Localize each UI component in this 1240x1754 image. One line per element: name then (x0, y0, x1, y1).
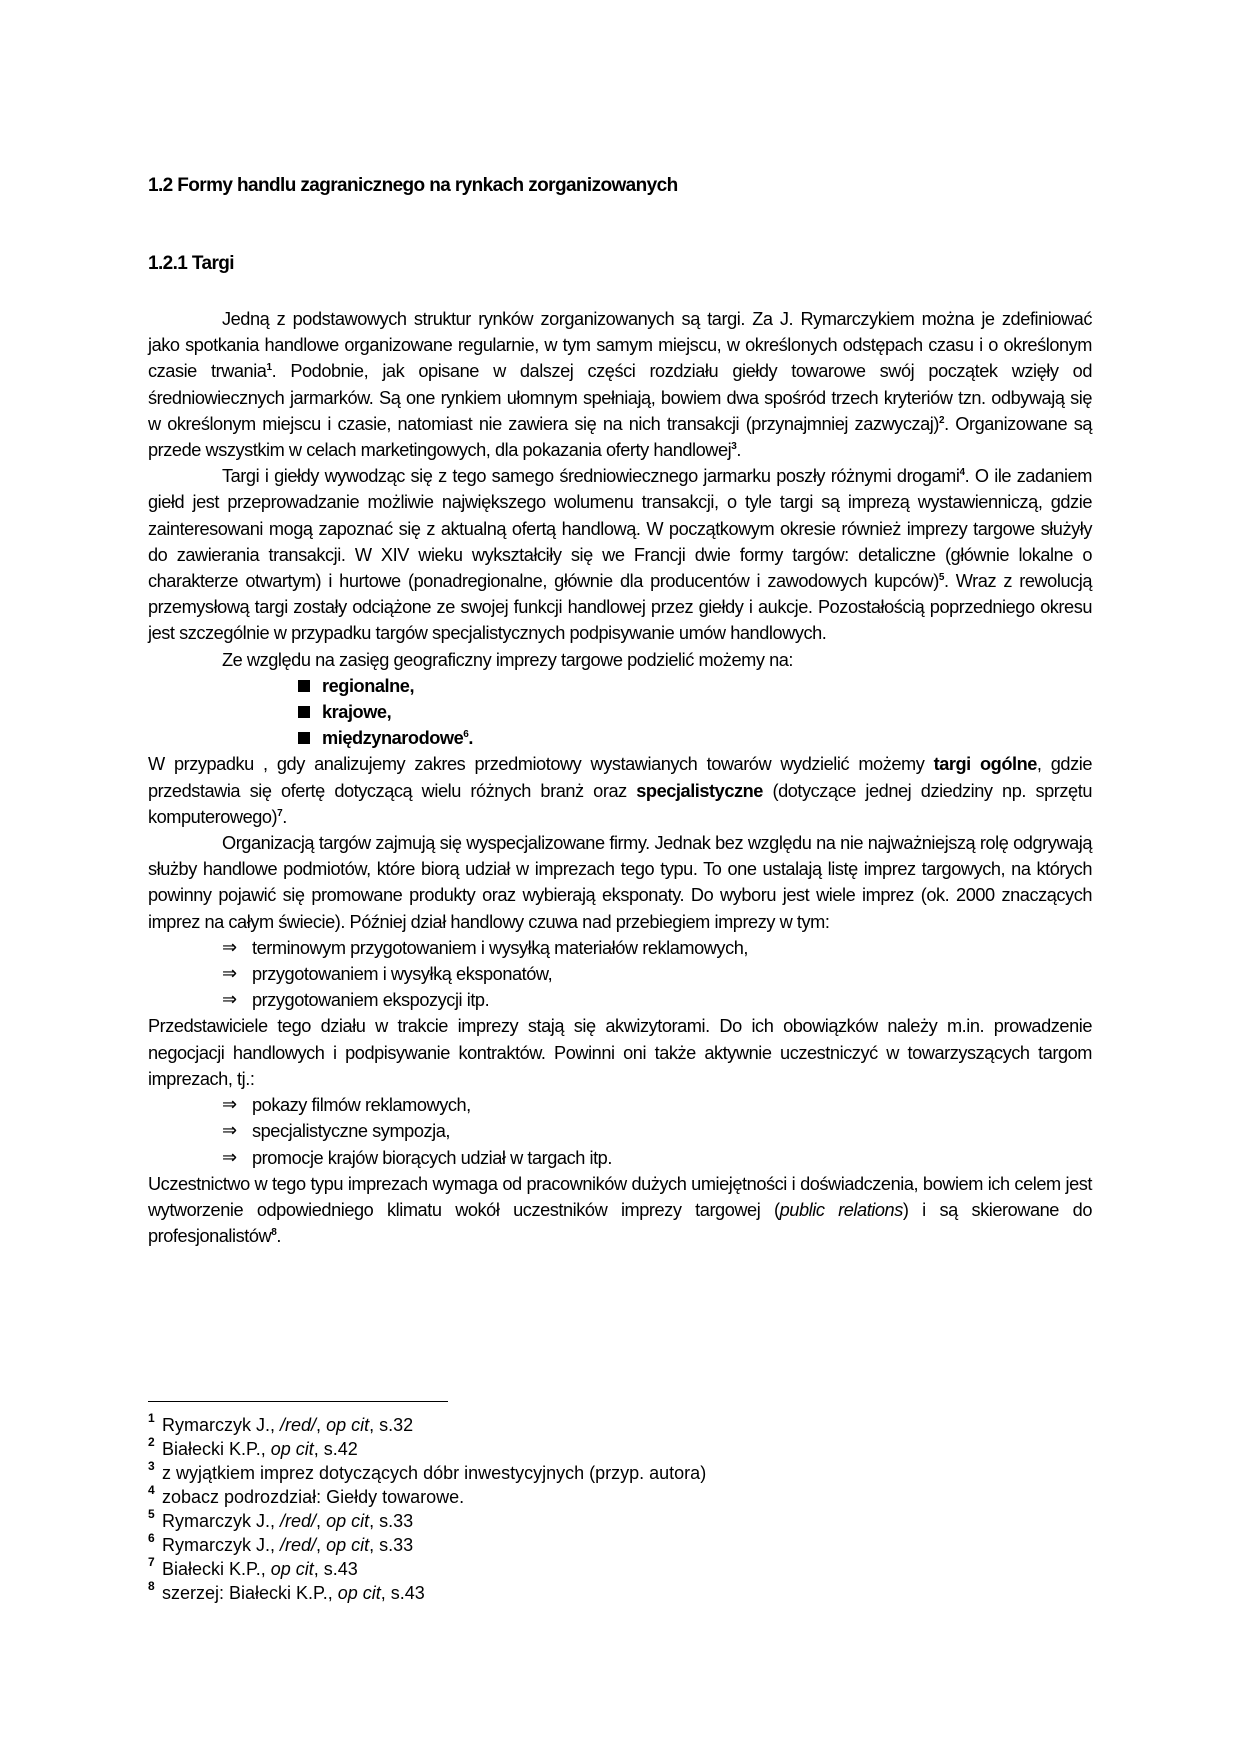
footnote (148, 1581, 706, 1605)
footnote-number: 1 (148, 1411, 155, 1425)
footnote-text: szerzej: Białecki K.P., (162, 1583, 338, 1603)
footnote (148, 1557, 706, 1581)
footnote (148, 1509, 706, 1533)
footnotes (148, 1413, 706, 1605)
footnote-ref-3: 3 (731, 440, 737, 452)
footnote-text: Rymarczyk J., (162, 1535, 281, 1555)
footnote (148, 1533, 706, 1557)
footnote-ref-6: 6 (463, 729, 469, 741)
text-run: . Organizowane są przede wszystkim w celach marketingowych, dla pokazania oferty handlowej (148, 413, 1093, 461)
list-item: ⇒ specjalistyczne sympozja, (222, 1118, 1092, 1144)
footnote-number: 5 (148, 1507, 155, 1521)
subsection-heading: 1.2.1 Targi (148, 253, 234, 274)
text-run: W przypadku , gdy analizujemy zakres przedmiotowy wystawianych towarów wydzielić możemy (148, 754, 934, 775)
footnote-text: Rymarczyk J., (162, 1511, 281, 1531)
footnote-text: zobacz podrozdział: Giełdy towarowe. (162, 1487, 465, 1507)
footnote-separator (148, 1401, 448, 1402)
footnote-ref-2: 2 (938, 414, 945, 426)
footnote-italic: op cit (326, 1535, 370, 1555)
paragraph-6: Przedstawiciele tego działu w trakcie imprezy stają się akwizytorami. Do ich obowiązków należy m.in. prowadzenie negocjacji handlowych i podpisywanie kontraktów. Powinni oni także aktywnie uczestniczyć w towarzyszących targom imprezach, tj.: (148, 1016, 1092, 1089)
text-run: . O ile zadaniem giełd jest przeprowadzanie możliwie największego wolumenu transakcji, o tyle targi są imprezą wystawienniczą, gdzie zainteresowani mogą zapoznać się z aktualną ofertą handlową. W początkowym okresie również imprezy targowe służyły do zawierania transakcji. W XIV wieku wykształciły się we Francji dwie formy targów: detaliczne (głównie lokalne o charakterze otwartym) i hurtowe (ponadregionalne, głównie dla producentów i zawodowych kupców) (148, 466, 1092, 592)
text-run: . (276, 1226, 281, 1247)
list-item (298, 699, 1092, 725)
list-item-text: międzynarodowe (322, 728, 464, 749)
list-item: ⇒ terminowym przygotowaniem i wysyłką materiałów reklamowych, (222, 935, 1092, 961)
paragraph-4 (148, 751, 1092, 830)
list-item: ⇒ przygotowaniem ekspozycji itp. (222, 987, 1092, 1013)
footnote-ref-4: 4 (959, 467, 965, 479)
footnote-italic: op cit (270, 1439, 314, 1459)
footnote-italic: op cit (270, 1559, 314, 1579)
footnote (148, 1485, 706, 1509)
paragraph-1 (148, 306, 1092, 463)
bold-term: targi ogólne (933, 754, 1037, 775)
bold-term: specjalistyczne (636, 780, 763, 801)
footnote-text: , (316, 1511, 327, 1531)
footnote-number: 4 (148, 1483, 155, 1497)
footnote-number: 2 (148, 1435, 155, 1449)
list-item: ⇒ promocje krajów biorących udział w targach itp. (222, 1145, 1092, 1171)
footnote-ref-8: 8 (271, 1227, 277, 1239)
footnote-text: , s.32 (369, 1415, 414, 1435)
footnote-ref-1: 1 (266, 362, 272, 374)
footnote-text: , (316, 1535, 327, 1555)
footnote (148, 1413, 706, 1437)
footnote-text: z wyjątkiem imprez dotyczących dóbr inwestycyjnych (przyp. autora) (162, 1463, 707, 1483)
paragraph-2 (148, 463, 1092, 646)
paragraph-5: Organizacją targów zajmują się wyspecjalizowane firmy. Jednak bez względu na nie najważniejszą rolę odgrywają służby handlowe podmiotów, które biorą udział w imprezach tego typu. To one ustalają listę imprez targowych, na których powinny pojawić się promowane produkty oraz wybierają eksponaty. Do wyboru jest wiele imprez (ok. 2000 znaczących imprez na całym świecie). Później dział handlowy czuwa nad przebiegiem imprezy w tym: (148, 833, 1092, 932)
body-text (148, 306, 1092, 1249)
footnote-number: 7 (148, 1555, 155, 1569)
list-item: ⇒ przygotowaniem i wysyłką eksponatów, (222, 961, 1092, 987)
footnote-italic: op cit (337, 1583, 381, 1603)
footnote (148, 1437, 706, 1461)
text-run: . (282, 806, 287, 827)
footnote-italic: /red/ (280, 1415, 317, 1435)
footnote-text: , s.42 (313, 1439, 358, 1459)
footnote (148, 1461, 706, 1485)
text-run: ) i są skierowane do profesjonalistów (148, 1199, 1092, 1247)
footnote-number: 8 (148, 1579, 155, 1593)
paragraph-7 (148, 1171, 1092, 1250)
text-run: Targi i giełdy wywodząc się z tego samego średniowiecznego jarmarku poszły różnymi drogami (222, 466, 960, 487)
geo-scope-list (148, 673, 1092, 752)
footnote-number: 6 (148, 1531, 155, 1545)
footnote-italic: op cit (326, 1511, 370, 1531)
footnote-text: , s.33 (369, 1511, 414, 1531)
list-item: ⇒ pokazy filmów reklamowych, (222, 1092, 1092, 1118)
events-list (148, 1092, 1092, 1171)
text-run: . Podobnie, jak opisane w dalszej części rozdziału giełdy towarowe swój początek wzięły od średniowiecznych jarmarków. Są one rynkiem ułomnym spełniają, bowiem dwa spośród trzech kryteriów tzn. odbywają się w określonym miejscu i czasie, natomiast nie zawiera się na nich transakcji (przynajmniej zazwyczaj) (148, 361, 1092, 434)
footnote-number: 3 (148, 1459, 155, 1473)
list-item-text: regionalne, (322, 675, 415, 696)
text-run: Uczestnictwo w tego typu imprezach wymaga od pracowników dużych umiejętności i doświadczenia, bowiem ich celem jest wytworzenie odpowiedniego klimatu wokół uczestników imprezy targowej ( (148, 1173, 1092, 1220)
text-run: Jedną z podstawowych struktur rynków zorganizowanych są targi. Za J. Rymarczykiem można je zdefiniować jako spotkania handlowe organizowane regularnie, w tym samym miejscu, w określonych odstępach czasu i o określonym czasie trwania (148, 309, 1092, 382)
list-item: międzynarodowe$^6$. (298, 725, 1092, 751)
footnote-ref-5: 5 (938, 571, 944, 583)
footnote-text: Białecki K.P., (162, 1559, 271, 1579)
footnote-text: , s.33 (369, 1535, 414, 1555)
text-run: , gdzie przedstawia się ofertę dotyczącą wielu różnych branż oraz (148, 754, 1092, 801)
footnote-italic: op cit (326, 1415, 370, 1435)
paragraph-3: Ze względu na zasięg geograficzny imprezy targowe podzielić możemy na: (222, 649, 793, 670)
footnote-text: , s.43 (313, 1559, 358, 1579)
footnote-text: , s.43 (380, 1583, 425, 1603)
list-item (298, 673, 1092, 699)
footnote-text: Rymarczyk J., (162, 1415, 281, 1435)
text-run: . (736, 440, 741, 461)
footnote-text: , (316, 1415, 327, 1435)
italic-term: public relations (779, 1199, 903, 1220)
service-list (148, 935, 1092, 1014)
footnote-italic: /red/ (280, 1535, 317, 1555)
text-run: (dotyczące jednej dziedziny np. sprzętu komputerowego) (148, 780, 1092, 827)
text-run: . Wraz z rewolucją przemysłową targi zostały odciążone ze swojej funkcji handlowej przez giełdy i aukcje. Pozostałością poprzedniego okresu jest szczególnie w przypadku targów specjalistycznych podpisywanie umów handlowych. (148, 571, 1093, 644)
footnote-text: Białecki K.P., (162, 1439, 271, 1459)
list-item-text: krajowe, (322, 702, 392, 723)
footnote-italic: /red/ (280, 1511, 317, 1531)
section-heading: 1.2 Formy handlu zagranicznego na rynkach zorganizowanych (148, 175, 678, 196)
footnote-ref-7: 7 (277, 807, 283, 819)
